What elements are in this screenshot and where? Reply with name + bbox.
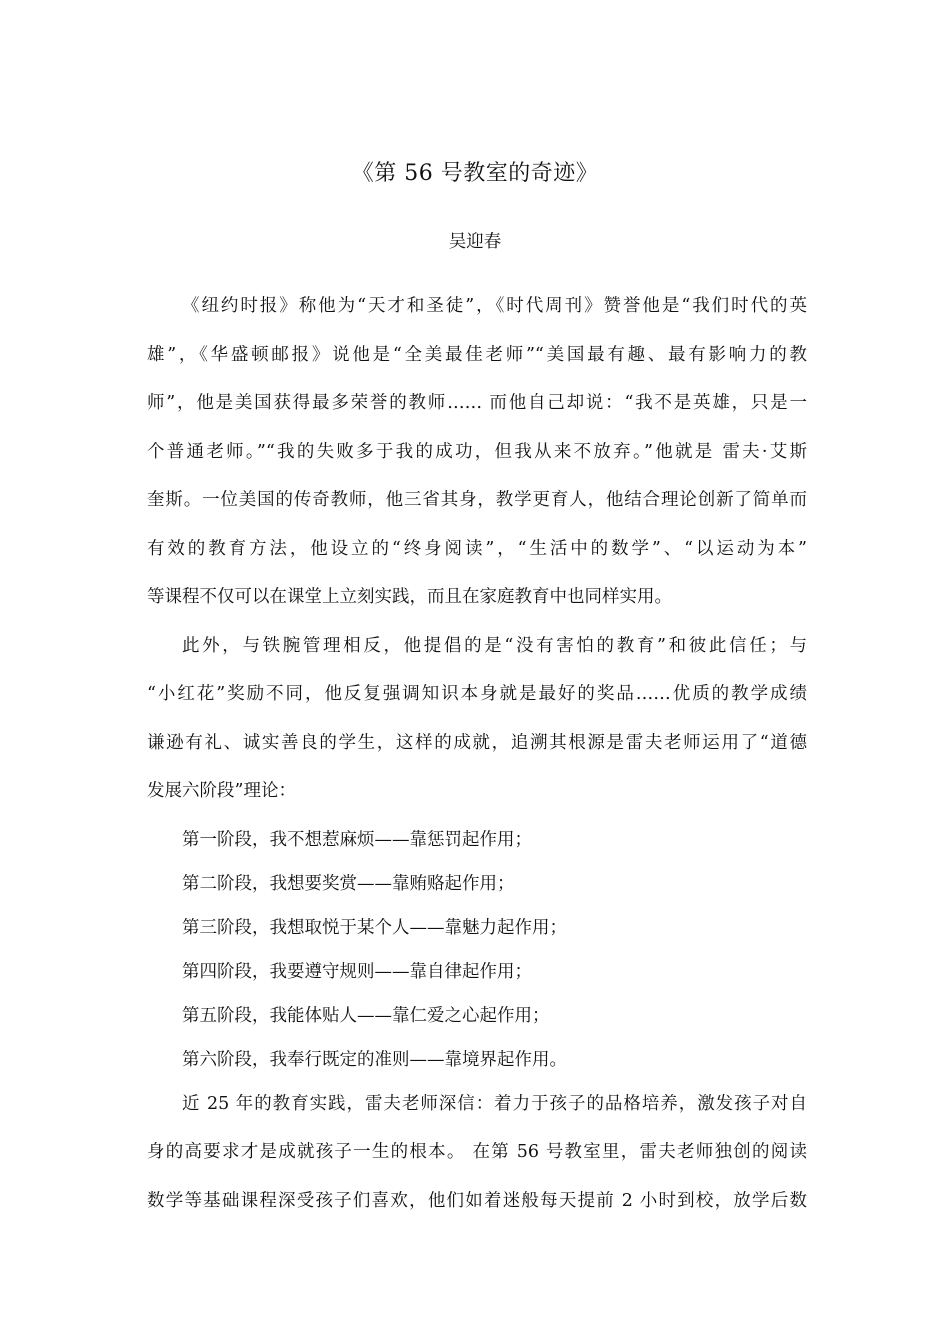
text-line: “小红花”奖励不同，他反复强调知识本身就是最好的奖品……优质的教学成绩 [147,684,807,704]
text-line: 有效的教育方法，他设立的“终身阅读”，“生活中的数学”、“以运动为本” [147,538,807,559]
stage-item: 第一阶段，我不想惹麻烦——靠惩罚起作用； [182,829,532,850]
text-line: 等课程不仅可以在课堂上立刻实践，而且在家庭教育中也同样实用。 [147,587,672,607]
paragraph-3 [147,1086,807,1232]
document-title: 《第 56 号教室的奇迹》 [351,161,599,186]
stage-item: 第六阶段，我奉行既定的准则——靠境界起作用。 [182,1049,567,1070]
text-line: 《纽约时报》称他为“天才和圣徒”，《时代周刊》赞誉他是“我们时代的英 [182,296,807,316]
text-line: 师”，他是美国获得最多荣誉的教师…… 而他自己却说：“我不是英雄，只是一 [147,393,807,413]
text-line: 谦逊有礼、诚实善良的学生，这样的成就，追溯其根源是雷夫老师运用了“道德 [147,732,807,753]
paragraph-1 [147,288,807,628]
text-line: 雄”，《华盛顿邮报》说他是“全美最佳老师”“美国最有趣、最有影响力的教 [147,344,807,365]
text-line: 近 25 年的教育实践，雷夫老师深信：着力于孩子的品格培养，激发孩子对自 [182,1093,807,1114]
text-line: 奎斯。一位美国的传奇教师，他三省其身，教学更育人，他结合理论创新了简单而 [147,490,807,510]
document-body [147,288,807,1231]
stage-item: 第五阶段，我能体贴人——靠仁爱之心起作用； [182,1005,550,1026]
text-line: 数学等基础课程深受孩子们喜欢，他们如着迷般每天提前 2 小时到校，放学后数 [147,1190,807,1211]
text-line: 身的高要求才是成就孩子一生的根本。 在第 56 号教室里，雷夫老师独创的阅读 [147,1142,807,1162]
stage-list [147,822,807,1086]
text-line: 发展六阶段”理论： [147,781,296,801]
text-line: 此外，与铁腕管理相反，他提倡的是“没有害怕的教育”和彼此信任；与 [182,635,807,656]
stage-item: 第二阶段，我想要奖赏——靠贿赂起作用； [182,873,515,894]
document-author: 吴迎春 [448,232,502,252]
stage-item: 第三阶段，我想取悦于某个人——靠魅力起作用； [182,917,567,938]
stage-item: 第四阶段，我要遵守规则——靠自律起作用； [182,961,532,982]
paragraph-2 [147,628,807,822]
text-line: 个普通老师。”“我的失败多于我的成功，但我从来不放弃。”他就是 雷夫·艾斯 [147,441,807,462]
